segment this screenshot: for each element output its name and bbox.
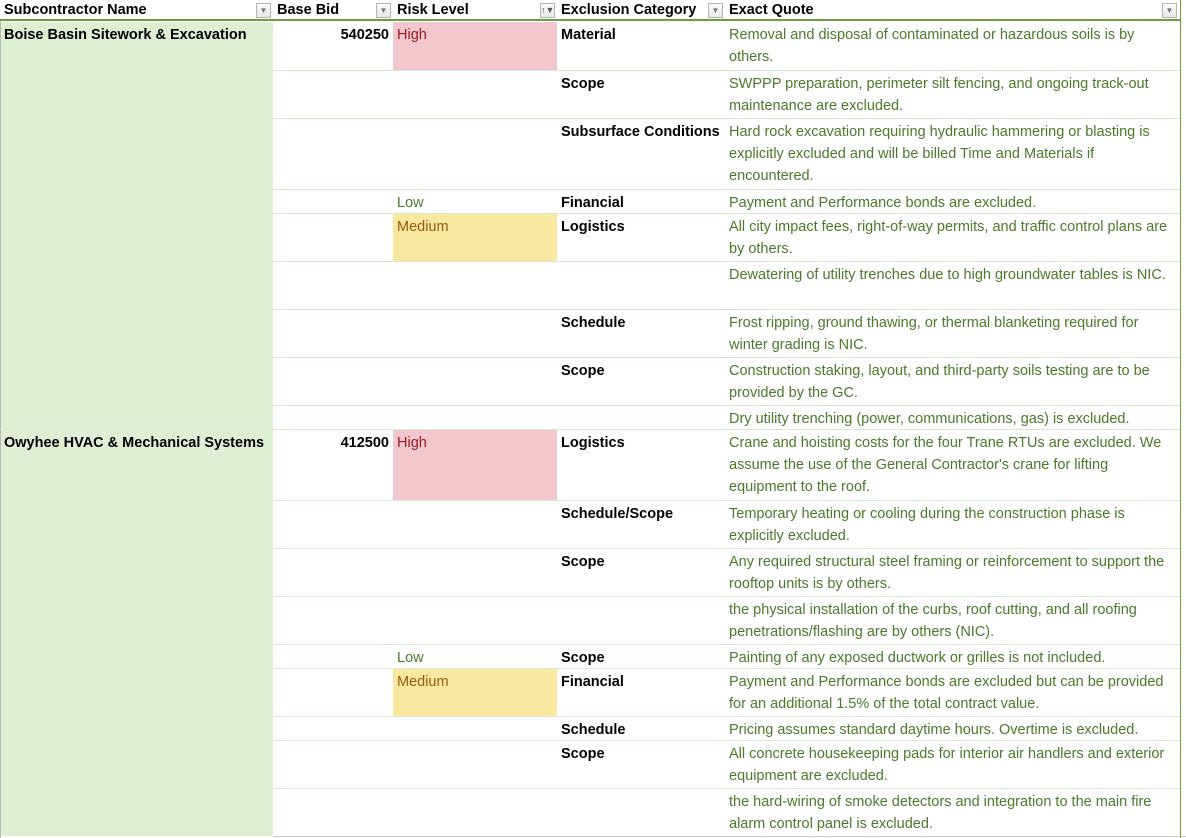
exact-quote-cell[interactable]: Temporary heating or cooling during the construction phase is explicitly excluded. xyxy=(729,506,1125,544)
subcontractor-cell[interactable]: Boise Basin Sitework & Excavation xyxy=(4,27,247,43)
header-label: Risk Level xyxy=(397,2,469,18)
table-row xyxy=(0,22,1180,70)
table-row xyxy=(0,789,1180,836)
filter-dropdown-icon[interactable]: ▼ xyxy=(256,3,271,18)
table-row xyxy=(0,645,1180,668)
exclusion-category-cell[interactable]: Financial xyxy=(561,195,624,211)
header-exclusion-category[interactable] xyxy=(557,0,725,21)
exclusion-category-cell[interactable]: Subsurface Conditions xyxy=(561,124,720,140)
table-row xyxy=(0,310,1180,357)
exact-quote-cell[interactable]: Removal and disposal of contaminated or hazardous soils is by others. xyxy=(729,27,1135,65)
exclusion-category-cell[interactable]: Material xyxy=(561,27,616,43)
exclusion-category-cell[interactable]: Scope xyxy=(561,363,605,379)
header-label: Subcontractor Name xyxy=(4,2,147,18)
exclusion-category-cell[interactable]: Scope xyxy=(561,746,605,762)
table-row xyxy=(0,669,1180,716)
exclusion-category-cell[interactable]: Financial xyxy=(561,674,624,690)
table-row xyxy=(0,717,1180,740)
header-base-bid[interactable] xyxy=(273,0,393,21)
exact-quote-cell[interactable]: Dry utility trenching (power, communications, gas) is excluded. xyxy=(729,411,1130,427)
exact-quote-cell[interactable]: Crane and hoisting costs for the four Trane RTUs are excluded. We assume the use of the General Contractor's crane for lifting equipment to the roof. xyxy=(729,435,1162,495)
risk-level-cell[interactable]: High xyxy=(393,22,557,70)
header-risk-level[interactable] xyxy=(393,0,557,21)
header-subcontractor-name[interactable] xyxy=(0,0,273,21)
header-label: Exclusion Category xyxy=(561,2,697,18)
exact-quote-cell[interactable]: Hard rock excavation requiring hydraulic hammering or blasting is explicitly excluded and will be billed Time and Materials if encountered. xyxy=(729,124,1150,184)
exact-quote-cell[interactable]: Frost ripping, ground thawing, or thermal blanketing required for winter grading is NIC. xyxy=(729,315,1139,353)
subcontractor-cell[interactable]: Owyhee HVAC & Mechanical Systems xyxy=(4,435,265,451)
table-row xyxy=(0,71,1180,118)
risk-level-cell[interactable]: Low xyxy=(397,195,424,211)
table-row xyxy=(0,119,1180,189)
exact-quote-cell[interactable]: Pricing assumes standard daytime hours. Overtime is excluded. xyxy=(729,722,1139,738)
table-row xyxy=(0,549,1180,596)
sort-filter-icon[interactable]: ↑▼ xyxy=(540,3,555,18)
table-right-border xyxy=(1180,0,1181,838)
risk-level-cell[interactable]: Low xyxy=(397,650,424,666)
exclusion-category-cell[interactable]: Scope xyxy=(561,76,605,92)
risk-level-cell[interactable]: High xyxy=(393,430,557,500)
base-bid-cell[interactable]: 412500 xyxy=(340,435,389,451)
table-row xyxy=(0,741,1180,788)
table-row xyxy=(0,358,1180,405)
exact-quote-cell[interactable]: Painting of any exposed ductwork or grilles is not included. xyxy=(729,650,1106,666)
exclusion-category-cell[interactable]: Schedule xyxy=(561,722,626,738)
risk-level-cell[interactable]: Medium xyxy=(393,214,557,261)
header-label: Exact Quote xyxy=(729,2,814,18)
exclusion-category-cell[interactable]: Scope xyxy=(561,650,605,666)
table-bottom-border xyxy=(273,836,1186,837)
exclusion-category-cell[interactable]: Scope xyxy=(561,554,605,570)
exact-quote-cell[interactable]: Payment and Performance bonds are excluded but can be provided for an additional 1.5% of the total contract value. xyxy=(729,674,1164,712)
table-row xyxy=(0,190,1180,213)
exact-quote-cell[interactable]: Construction staking, layout, and third-party soils testing are to be provided by the GC. xyxy=(729,363,1150,401)
exclusion-category-cell[interactable]: Logistics xyxy=(561,219,625,235)
table-row xyxy=(0,430,1180,500)
exclusion-category-cell[interactable]: Schedule/Scope xyxy=(561,506,674,522)
exact-quote-cell[interactable]: the hard-wiring of smoke detectors and integration to the main fire alarm control panel is excluded. xyxy=(729,794,1152,832)
header-exact-quote[interactable] xyxy=(725,0,1180,21)
exact-quote-cell[interactable]: Payment and Performance bonds are excluded. xyxy=(729,195,1037,211)
exact-quote-cell[interactable]: Dewatering of utility trenches due to high groundwater tables is NIC. xyxy=(729,267,1166,283)
risk-level-cell[interactable]: Medium xyxy=(393,669,557,716)
filter-dropdown-icon[interactable]: ▼ xyxy=(1162,3,1177,18)
filter-dropdown-icon[interactable]: ▼ xyxy=(708,3,723,18)
exact-quote-cell[interactable]: Any required structural steel framing or reinforcement to support the rooftop units is by others. xyxy=(729,554,1165,592)
exclusion-category-cell[interactable]: Schedule xyxy=(561,315,626,331)
exact-quote-cell[interactable]: All concrete housekeeping pads for interior air handlers and exterior equipment are excluded. xyxy=(729,746,1165,784)
table-row xyxy=(0,597,1180,644)
filter-dropdown-icon[interactable]: ▼ xyxy=(376,3,391,18)
exact-quote-cell[interactable]: SWPPP preparation, perimeter silt fencing, and ongoing track-out maintenance are excluded. xyxy=(729,76,1149,114)
table-row xyxy=(0,501,1180,548)
base-bid-cell[interactable]: 540250 xyxy=(340,27,389,43)
table-row xyxy=(0,214,1180,261)
header-label: Base Bid xyxy=(277,2,340,18)
exact-quote-cell[interactable]: the physical installation of the curbs, roof cutting, and all roofing penetrations/flashing are by others (NIC). xyxy=(729,602,1137,640)
table-row xyxy=(0,406,1180,429)
exclusion-category-cell[interactable]: Logistics xyxy=(561,435,625,451)
exact-quote-cell[interactable]: All city impact fees, right-of-way permits, and traffic control plans are by others. xyxy=(729,219,1168,257)
table-row xyxy=(0,262,1180,309)
